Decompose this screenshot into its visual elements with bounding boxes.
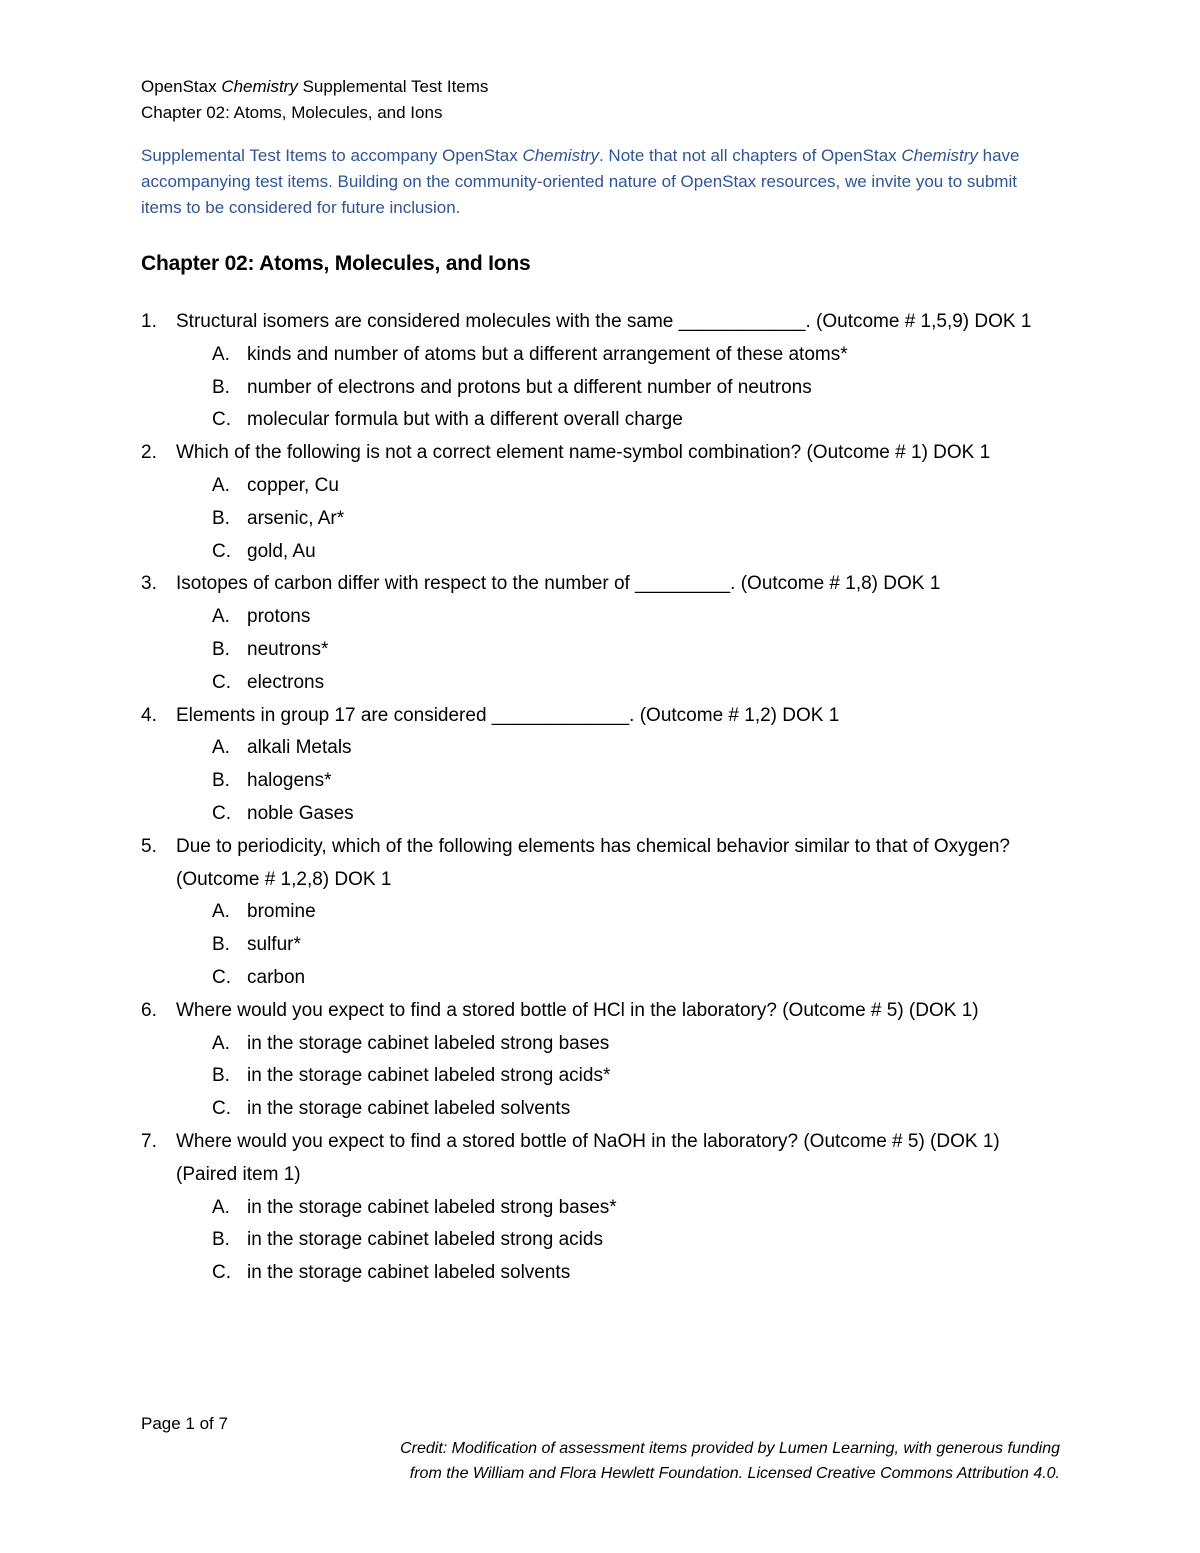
question-text: Isotopes of carbon differ with respect to the number of _________. (Outcome # 1,8) DOK 1 bbox=[176, 573, 941, 595]
answer-choice bbox=[141, 404, 1061, 437]
credit-line: from the William and Flora Hewlett Foundation. Licensed Creative Commons Attribution 4.0. bbox=[409, 1465, 1060, 1482]
credit-line: Credit: Modification of assessment items provided by Lumen Learning, with generous funding bbox=[400, 1440, 1060, 1457]
document-header bbox=[141, 74, 488, 126]
answer-choice bbox=[141, 372, 1061, 405]
choice-letter: C. bbox=[212, 1098, 231, 1120]
question-item bbox=[141, 831, 1061, 897]
choice-letter: C. bbox=[212, 1262, 231, 1284]
header-title-line: OpenStax Chemistry Supplemental Test Items bbox=[141, 77, 489, 96]
question-item bbox=[141, 568, 1061, 601]
credit-note bbox=[300, 1436, 1060, 1486]
choice-letter: A. bbox=[212, 1196, 230, 1218]
choice-text: gold, Au bbox=[247, 540, 316, 562]
choice-text: in the storage cabinet labeled strong acids bbox=[247, 1229, 603, 1251]
choice-text: alkali Metals bbox=[247, 737, 352, 759]
question-item bbox=[141, 437, 1061, 470]
question-text: Elements in group 17 are considered _____________. (Outcome # 1,2) DOK 1 bbox=[176, 704, 840, 726]
chapter-heading: Chapter 02: Atoms, Molecules, and Ions bbox=[141, 252, 531, 275]
choice-letter: A. bbox=[212, 1032, 230, 1054]
answer-choice bbox=[141, 1093, 1061, 1126]
choice-text: kinds and number of atoms but a different arrangement of these atoms* bbox=[247, 343, 848, 365]
answer-choice bbox=[141, 929, 1061, 962]
choice-text: copper, Cu bbox=[247, 474, 339, 496]
question-item bbox=[141, 1126, 1061, 1192]
choice-text: protons bbox=[247, 606, 311, 628]
question-number: 5. bbox=[141, 835, 157, 857]
answer-choice bbox=[141, 536, 1061, 569]
answer-choice bbox=[141, 1028, 1061, 1061]
choice-letter: C. bbox=[212, 540, 231, 562]
choice-text: arsenic, Ar* bbox=[247, 507, 345, 529]
choice-text: halogens* bbox=[247, 770, 332, 792]
question-text: Structural isomers are considered molecules with the same ____________. (Outcome # 1,5,9) DOK 1 bbox=[176, 311, 1032, 332]
question-number: 6. bbox=[141, 999, 157, 1021]
answer-choice bbox=[141, 1192, 1061, 1225]
answer-choice bbox=[141, 634, 1061, 667]
answer-choice bbox=[141, 962, 1061, 995]
answer-choice bbox=[141, 1060, 1061, 1093]
question-number: 3. bbox=[141, 573, 157, 595]
choice-letter: C. bbox=[212, 409, 231, 431]
header-chapter-line: Chapter 02: Atoms, Molecules, and Ions bbox=[141, 103, 443, 122]
choice-text: in the storage cabinet labeled strong acids* bbox=[247, 1065, 611, 1087]
question-list bbox=[141, 306, 1061, 1290]
answer-choice bbox=[141, 503, 1061, 536]
answer-choice bbox=[141, 798, 1061, 831]
choice-letter: C. bbox=[212, 671, 231, 693]
page-number: Page 1 of 7 bbox=[141, 1414, 228, 1433]
choice-letter: B. bbox=[212, 1229, 230, 1251]
question-number: 1. bbox=[141, 311, 157, 332]
intro-paragraph: Supplemental Test Items to accompany OpenStax Chemistry. Note that not all chapters of OpenStax Chemistry have accompanying test items. Building on the community-oriented nature of OpenStax resources, we invite you to submit items to be considered for future inclusion. bbox=[141, 146, 1020, 217]
choice-letter: C. bbox=[212, 802, 231, 824]
choice-text: carbon bbox=[247, 966, 306, 988]
choice-letter: A. bbox=[212, 901, 230, 923]
question-text: Due to periodicity, which of the following elements has chemical behavior similar to that of Oxygen? (Outcome # 1,2,8) DOK 1 bbox=[176, 835, 1010, 890]
answer-choice bbox=[141, 765, 1061, 798]
choice-letter: A. bbox=[212, 474, 230, 496]
answer-choice bbox=[141, 732, 1061, 765]
answer-choice bbox=[141, 339, 1061, 372]
choice-letter: B. bbox=[212, 770, 230, 792]
choice-text: bromine bbox=[247, 901, 316, 923]
question-item bbox=[141, 700, 1061, 733]
answer-choice bbox=[141, 1224, 1061, 1257]
answer-choice bbox=[141, 667, 1061, 700]
choice-letter: B. bbox=[212, 1065, 230, 1087]
choice-text: in the storage cabinet labeled strong bases* bbox=[247, 1196, 617, 1218]
question-text: Where would you expect to find a stored bottle of NaOH in the laboratory? (Outcome # 5) (DOK 1) (Paired item 1) bbox=[176, 1130, 1000, 1185]
answer-choice bbox=[141, 1257, 1061, 1290]
choice-letter: B. bbox=[212, 376, 230, 398]
choice-text: in the storage cabinet labeled solvents bbox=[247, 1262, 571, 1284]
choice-text: molecular formula but with a different overall charge bbox=[247, 409, 683, 431]
question-text: Which of the following is not a correct element name-symbol combination? (Outcome # 1) DOK 1 bbox=[176, 442, 991, 464]
choice-letter: A. bbox=[212, 606, 230, 628]
choice-text: electrons bbox=[247, 671, 325, 693]
choice-letter: B. bbox=[212, 507, 230, 529]
question-number: 7. bbox=[141, 1130, 157, 1152]
answer-choice bbox=[141, 601, 1061, 634]
choice-letter: A. bbox=[212, 343, 230, 365]
choice-letter: A. bbox=[212, 737, 230, 759]
question-item bbox=[141, 995, 1061, 1028]
answer-choice bbox=[141, 896, 1061, 929]
choice-letter: C. bbox=[212, 966, 231, 988]
question-number: 2. bbox=[141, 442, 157, 464]
choice-text: in the storage cabinet labeled solvents bbox=[247, 1098, 571, 1120]
choice-text: number of electrons and protons but a different number of neutrons bbox=[247, 376, 812, 398]
choice-text: noble Gases bbox=[247, 802, 354, 824]
answer-choice bbox=[141, 470, 1061, 503]
question-number: 4. bbox=[141, 704, 157, 726]
choice-letter: B. bbox=[212, 934, 230, 956]
choice-text: in the storage cabinet labeled strong bases bbox=[247, 1032, 610, 1054]
choice-letter: B. bbox=[212, 638, 230, 660]
choice-text: sulfur* bbox=[247, 934, 301, 956]
question-item bbox=[141, 306, 1061, 339]
question-text: Where would you expect to find a stored bottle of HCl in the laboratory? (Outcome # 5) (DOK 1) bbox=[176, 999, 979, 1021]
choice-text: neutrons* bbox=[247, 638, 329, 660]
